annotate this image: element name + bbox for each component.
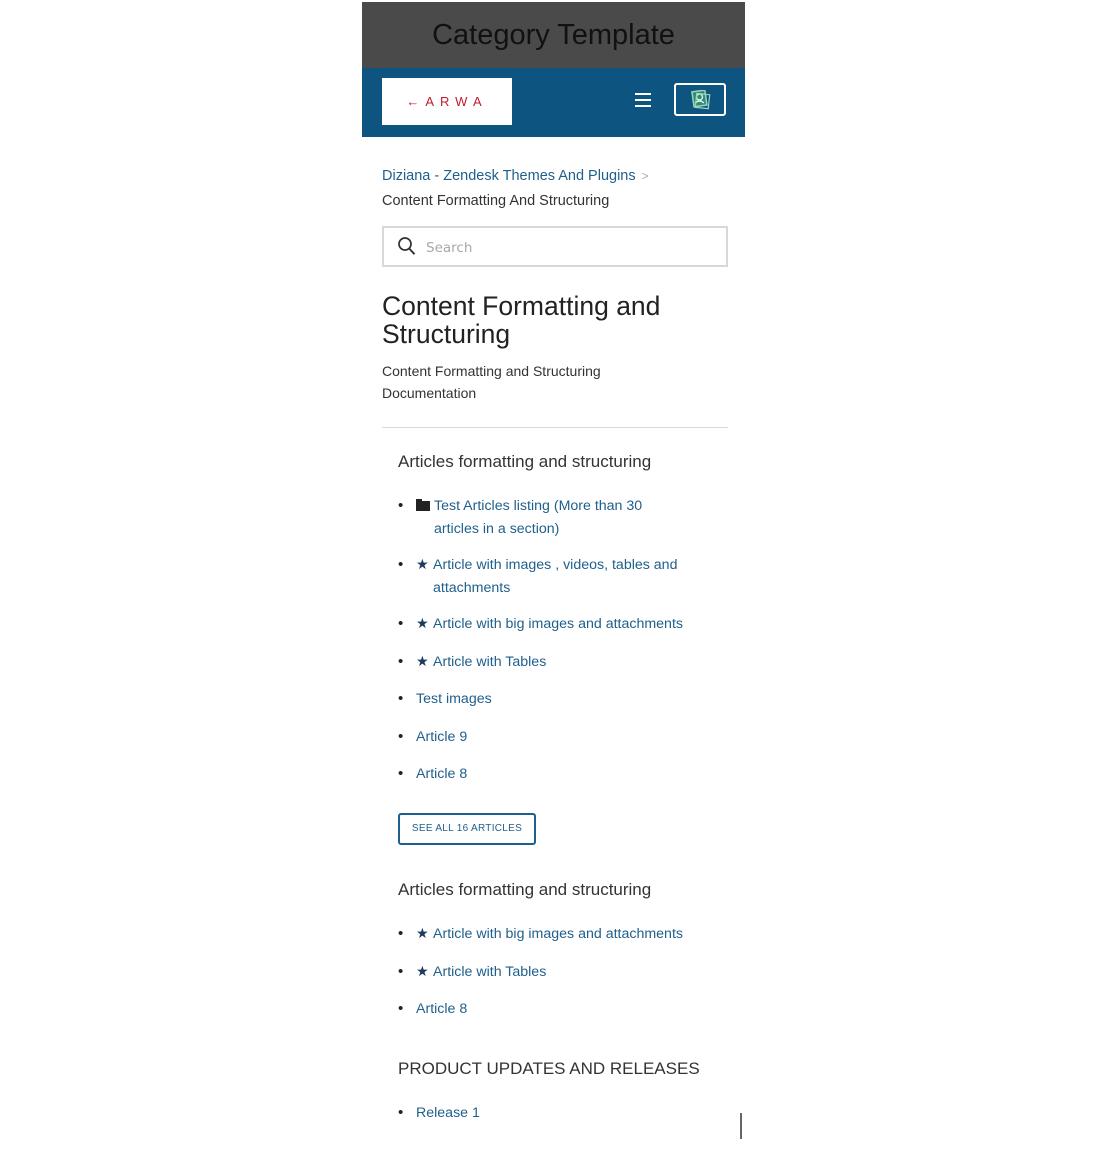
list-item-article-tables[interactable]: • ★ Article with Tables bbox=[398, 961, 718, 984]
search-box bbox=[382, 226, 728, 267]
list-item-article-9[interactable]: • Article 9 bbox=[398, 726, 718, 749]
divider bbox=[382, 427, 728, 428]
scrollbar[interactable] bbox=[740, 1113, 742, 1139]
star-icon: ★ bbox=[416, 616, 429, 632]
list-item-article-images-videos[interactable]: • ★ Article with images , videos, tables and attachments bbox=[398, 554, 718, 599]
template-title-bar bbox=[362, 2, 745, 68]
header-nav bbox=[362, 68, 745, 137]
breadcrumb-root-link[interactable]: Diziana - Zendesk Themes And Plugins bbox=[382, 168, 636, 184]
list-item-article-8[interactable]: • Article 8 bbox=[398, 998, 718, 1021]
search-input[interactable] bbox=[424, 234, 718, 262]
star-icon: ★ bbox=[416, 557, 429, 573]
site-logo[interactable] bbox=[382, 78, 512, 125]
list-item-test-articles[interactable]: • Test Articles listing (More than 30 articles in a section) bbox=[398, 495, 718, 540]
breadcrumb bbox=[382, 164, 732, 214]
folder-icon bbox=[416, 501, 430, 511]
star-icon: ★ bbox=[416, 653, 429, 670]
sign-in-icon bbox=[689, 90, 711, 110]
list-item-release-1[interactable]: • Release 1 bbox=[398, 1102, 718, 1125]
article-list bbox=[398, 1102, 718, 1125]
see-all-articles-button[interactable]: SEE ALL 16 ARTICLES bbox=[398, 813, 536, 845]
sign-in-button[interactable] bbox=[674, 83, 726, 116]
category-title: Content Formatting and Structuring bbox=[382, 291, 661, 349]
list-item-article-big-images[interactable]: • ★ Article with big images and attachments bbox=[398, 923, 718, 946]
section-heading[interactable]: Articles formatting and structuring bbox=[398, 880, 652, 899]
template-title: Category Template bbox=[432, 19, 675, 51]
logo-text: ←ARWA bbox=[406, 94, 488, 109]
star-icon: ★ bbox=[416, 926, 429, 942]
star-icon: ★ bbox=[416, 963, 429, 980]
section-heading[interactable]: Articles formatting and structuring bbox=[398, 452, 652, 471]
article-list bbox=[398, 923, 718, 1021]
list-item-article-big-images[interactable]: • ★ Article with big images and attachments bbox=[398, 613, 718, 636]
list-item-article-tables[interactable]: • ★ Article with Tables bbox=[398, 651, 718, 674]
breadcrumb-separator: > bbox=[641, 169, 649, 183]
section-heading[interactable]: PRODUCT UPDATES AND RELEASES bbox=[398, 1059, 700, 1078]
search-icon bbox=[398, 237, 416, 256]
list-item-test-images[interactable]: • Test images bbox=[398, 688, 718, 711]
breadcrumb-current: Content Formatting And Structuring bbox=[382, 193, 610, 209]
article-list bbox=[398, 495, 718, 786]
list-item-article-8[interactable]: • Article 8 bbox=[398, 763, 718, 786]
menu-hamburger-icon[interactable] bbox=[635, 93, 651, 109]
category-description: Content Formatting and Structuring Documentation bbox=[382, 363, 601, 401]
